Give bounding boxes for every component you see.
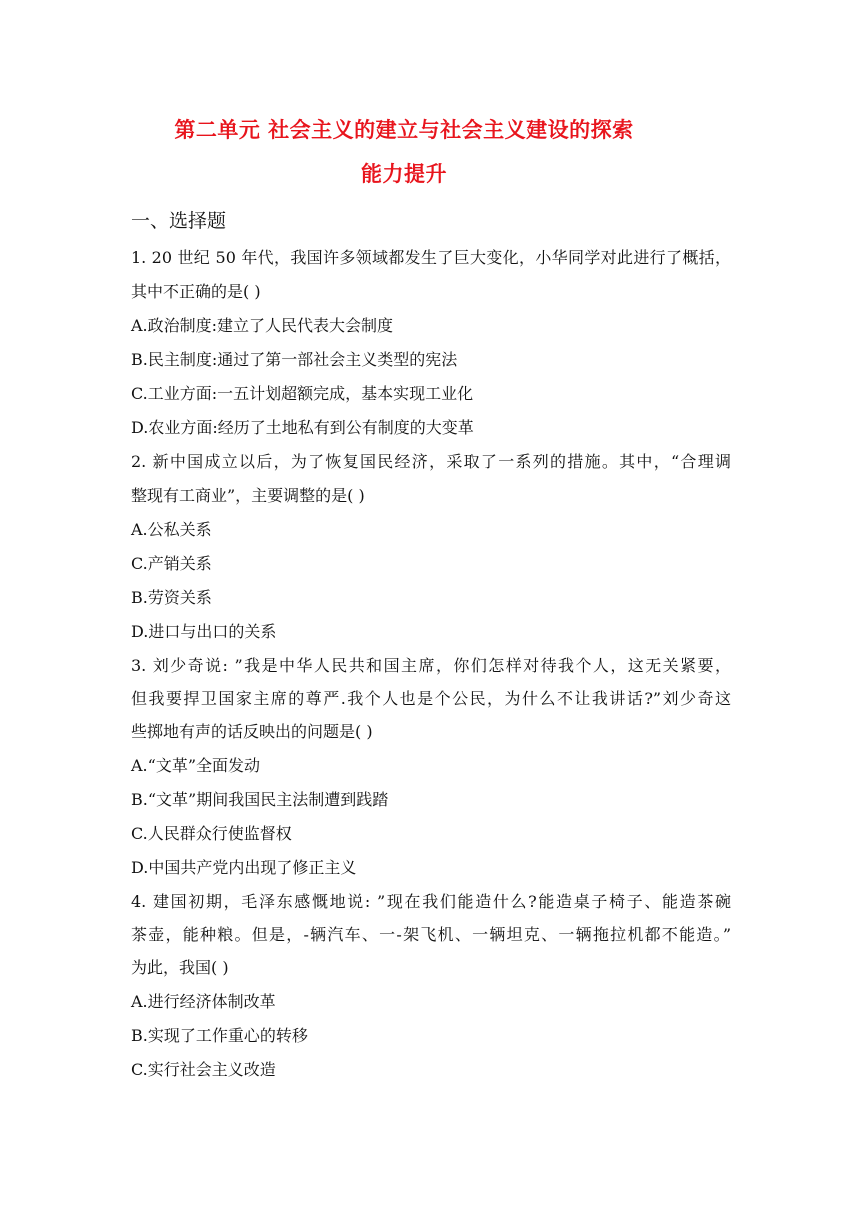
question-4-stem-line-1: 4. 建国初期，毛泽东感慨地说: ”现在我们能造什么?能造桌子椅子、能造茶碗 <box>131 892 731 911</box>
question-2-option-4: D.进口与出口的关系 <box>131 622 277 641</box>
question-4-option-b: B.实现了工作重心的转移 <box>131 1026 308 1045</box>
question-1-option-d: D.农业方面:经历了土地私有到公有制度的大变革 <box>131 418 474 437</box>
question-1-stem-line-1: 1. 20 世纪 50 年代，我国许多领域都发生了巨大变化，小华同学对此进行了概括， <box>131 248 731 267</box>
question-2-option-2: C.产销关系 <box>131 554 212 573</box>
question-4-stem-line-2: 茶壶，能种粮。但是，-辆汽车、一-架飞机、一辆坦克、一辆拖拉机都不能造。” <box>131 925 731 944</box>
question-2-option-3: B.劳资关系 <box>131 588 212 607</box>
section-heading: 一、选择题 <box>131 210 227 232</box>
question-4-stem-line-3: 为此，我国( ) <box>131 958 229 977</box>
question-3-option-b: B.“文革”期间我国民主法制遭到践踏 <box>131 790 389 809</box>
question-2-stem-line-2: 整现有工商业”，主要调整的是( ) <box>131 486 365 505</box>
question-3-stem-line-2: 但我要捍卫国家主席的尊严.我个人也是个公民，为什么不让我讲话?”刘少奇这 <box>131 689 731 708</box>
question-3-option-c: C.人民群众行使监督权 <box>131 824 292 843</box>
question-1-option-c: C.工业方面:一五计划超额完成，基本实现工业化 <box>131 384 474 403</box>
question-1-option-b: B.民主制度:通过了第一部社会主义类型的宪法 <box>131 350 458 369</box>
question-1-stem-line-2: 其中不正确的是( ) <box>131 282 261 301</box>
question-2-stem-line-1: 2. 新中国成立以后，为了恢复国民经济，采取了一系列的措施。其中，“合理调 <box>131 452 731 471</box>
question-3-option-d: D.中国共产党内出现了修正主义 <box>131 858 357 877</box>
question-3-stem-line-1: 3. 刘少奇说: ”我是中华人民共和国主席，你们怎样对待我个人，这无关紧要， <box>131 656 731 675</box>
question-1-option-a: A.政治制度:建立了人民代表大会制度 <box>131 316 394 335</box>
question-2-option-1: A.公私关系 <box>131 520 212 539</box>
question-3-option-a: A.“文革”全面发动 <box>131 756 261 775</box>
document-subtitle: 能力提升 <box>361 161 447 186</box>
document-title: 第二单元 社会主义的建立与社会主义建设的探索 <box>174 117 634 142</box>
question-3-stem-line-3: 些掷地有声的话反映出的问题是( ) <box>131 722 373 741</box>
question-4-option-a: A.进行经济体制改革 <box>131 992 276 1011</box>
question-4-option-c: C.实行社会主义改造 <box>131 1060 276 1079</box>
